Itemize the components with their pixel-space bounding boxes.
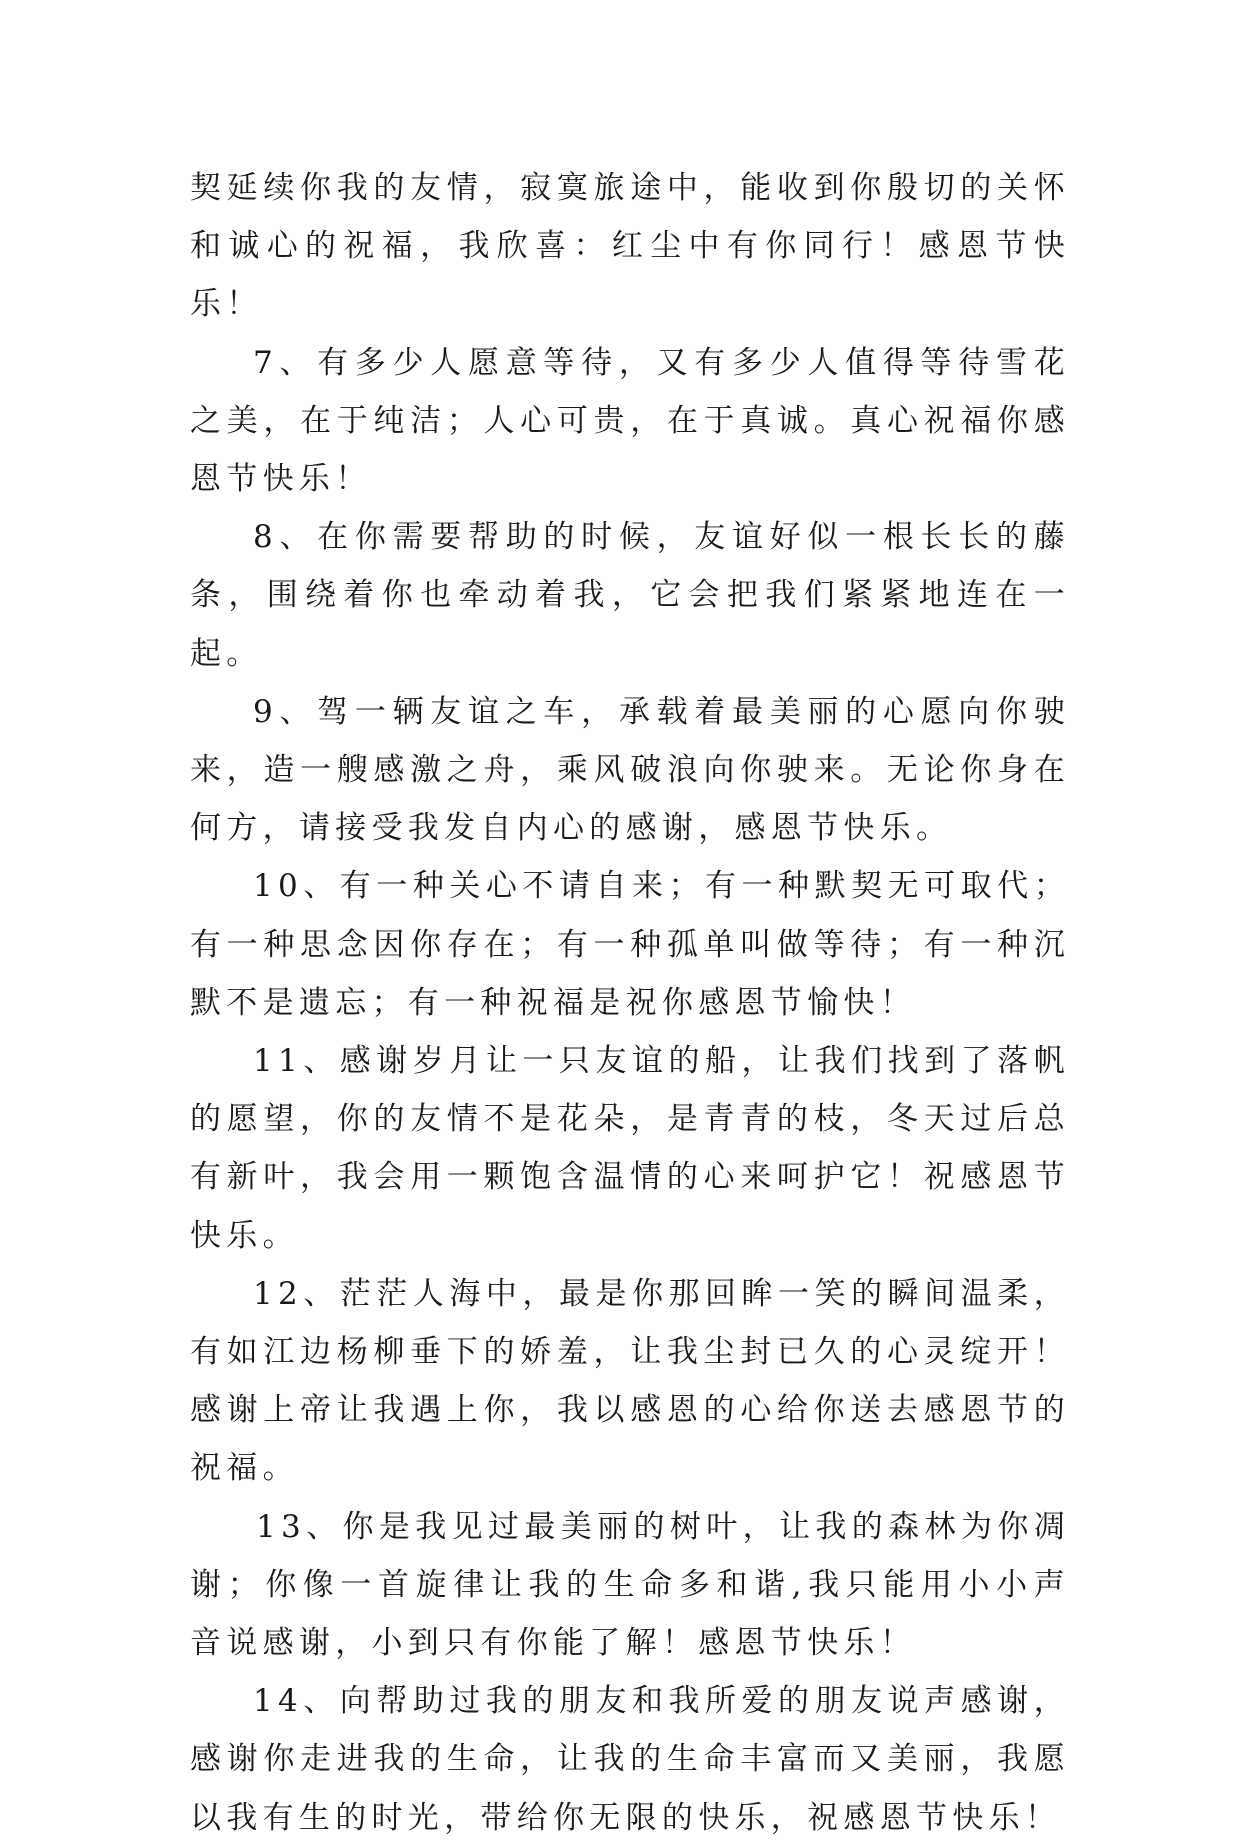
paragraph-item-8: 8、在你需要帮助的时候，友谊好似一根长长的藤条，围绕着你也牵动着我，它会把我们紧紧地连在一起。 <box>190 519 1070 672</box>
paragraph-item-14: 14、向帮助过我的朋友和我所爱的朋友说声感谢，感谢你走进我的生命，让我的生命丰富而又美丽，我愿以我有生的时光，带给你无限的快乐，祝感恩节快乐！ <box>190 1683 1070 1836</box>
paragraph-item-13: 13、你是我见过最美丽的树叶，让我的森林为你凋谢；你像一首旋律让我的生命多和谐,我只能用小小声音说感谢，小到只有你能了解！感恩节快乐！ <box>190 1508 1070 1662</box>
paragraph-item-7: 7、有多少人愿意等待，又有多少人值得等待雪花之美，在于纯洁；人心可贵，在于真诚。真心祝福你感恩节快乐！ <box>190 344 1070 498</box>
paragraph-item-11: 11、感谢岁月让一只友谊的船，让我们找到了落帆的愿望，你的友情不是花朵，是青青的枝，冬天过后总有新叶，我会用一颗饱含温情的心来呵护它！祝感恩节快乐。 <box>190 1043 1070 1254</box>
paragraph-item-9: 9、驾一辆友谊之车，承载着最美丽的心愿向你驶来，造一艘感激之舟，乘风破浪向你驶来。无论你身在何方，请接受我发自内心的感谢，感恩节快乐。 <box>190 693 1070 847</box>
document-body <box>190 159 1070 1847</box>
paragraph-item-12: 12、茫茫人海中，最是你那回眸一笑的瞬间温柔，有如江边杨柳垂下的娇羞，让我尘封已久的心灵绽开！感谢上帝让我遇上你，我以感恩的心给你送去感恩节的祝福。 <box>190 1275 1070 1487</box>
paragraph-item-10: 10、有一种关心不请自来；有一种默契无可取代；有一种思念因你存在；有一种孤单叫做等待；有一种沉默不是遗忘；有一种祝福是祝你感恩节愉快！ <box>190 868 1070 1021</box>
paragraph-continuation: 契延续你我的友情，寂寞旅途中，能收到你殷切的关怀和诚心的祝福，我欣喜：红尘中有你同行！感恩节快乐！ <box>190 170 1070 323</box>
